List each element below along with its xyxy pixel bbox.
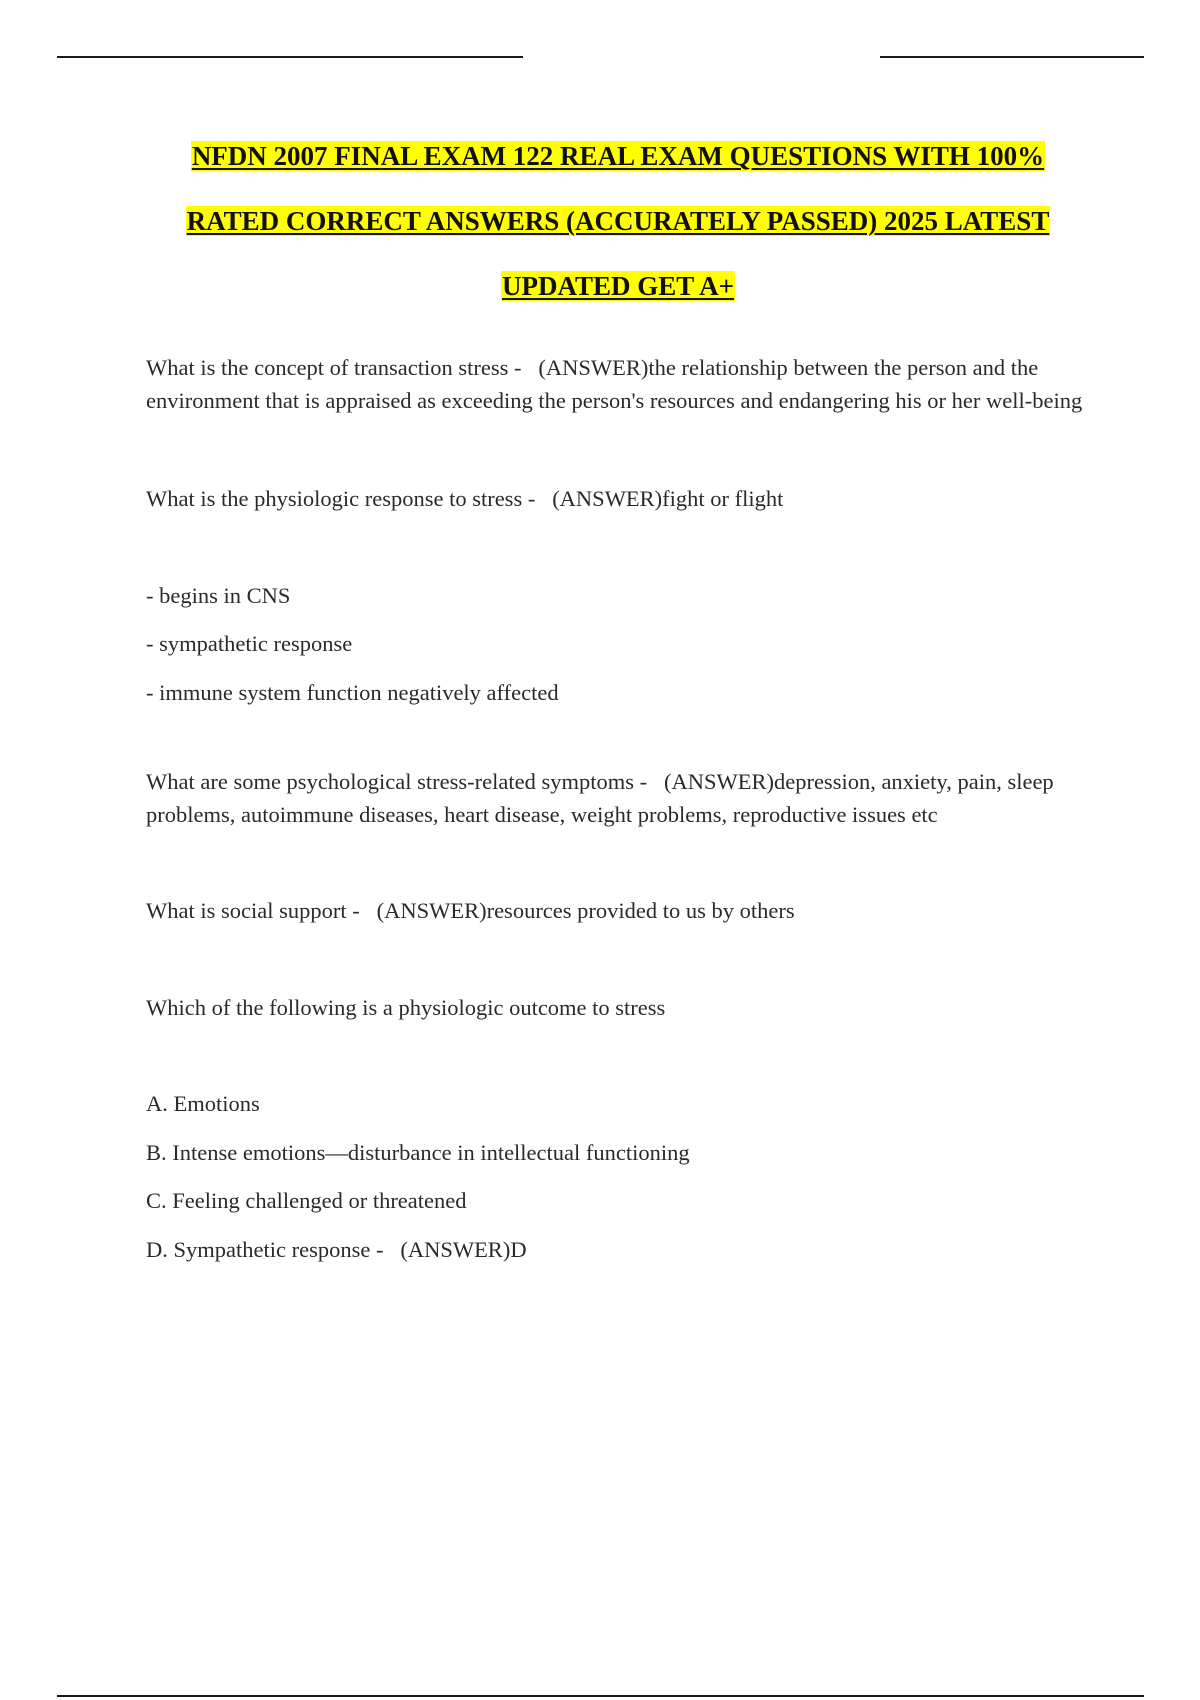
question-text: What are some psychological stress-related symptoms - [146, 769, 648, 794]
answer-text: resources provided to us by others [486, 898, 795, 923]
bullet-item: - sympathetic response [146, 631, 353, 656]
title-line-2: RATED CORRECT ANSWERS (ACCURATELY PASSED) 2025 LATEST [186, 206, 1050, 236]
answer-text: fight or flight [662, 486, 784, 511]
document-body [146, 352, 1091, 1274]
answer-option-d [146, 1226, 1091, 1275]
qa-item-1 [146, 352, 1091, 417]
header-rule-left [57, 56, 523, 58]
title-line-3: UPDATED GET A+ [502, 271, 734, 301]
qa-item-5-question: Which of the following is a physiologic outcome to stress [146, 994, 666, 1020]
qa-item-3 [146, 766, 1091, 831]
footer-rule [57, 1695, 1144, 1697]
answer-marker: (ANSWER) [538, 355, 649, 380]
answer-marker: (ANSWER) [552, 486, 663, 511]
question-text: What is social support - [146, 898, 360, 923]
bullet-item: - begins in CNS [146, 582, 291, 608]
answer-option-a: A. Emotions [146, 1091, 260, 1116]
answer-marker: (ANSWER) [400, 1236, 511, 1262]
answer-option-b: B. Intense emotions—disturbance in intellectual functioning [146, 1139, 690, 1165]
answer-text: the relationship between the person and the environment that is appraised as exceeding the person's resources and endangering his or her well-being [146, 355, 1083, 413]
qa-item-2 [146, 483, 1091, 516]
answer-marker: (ANSWER) [376, 898, 487, 923]
answer-text: depression, anxiety, pain, sleep problems, autoimmune diseases, heart disease, weight problems, reproductive issues etc [146, 769, 1054, 827]
answer-text: D [510, 1236, 527, 1262]
question-text: What is the physiologic response to stress - [146, 486, 536, 511]
header-rule-right [880, 56, 1144, 58]
question-text: What is the concept of transaction stress - [146, 355, 522, 380]
title-line-1: NFDN 2007 FINAL EXAM 122 REAL EXAM QUESTIONS WITH 100% [191, 141, 1045, 171]
document-title [60, 142, 1176, 337]
qa-item-4 [146, 895, 1091, 928]
bullet-item: - immune system function negatively affected [146, 679, 559, 705]
option-text: D. Sympathetic response - [146, 1236, 384, 1262]
answer-option-c: C. Feeling challenged or threatened [146, 1188, 467, 1213]
answer-marker: (ANSWER) [663, 769, 774, 794]
